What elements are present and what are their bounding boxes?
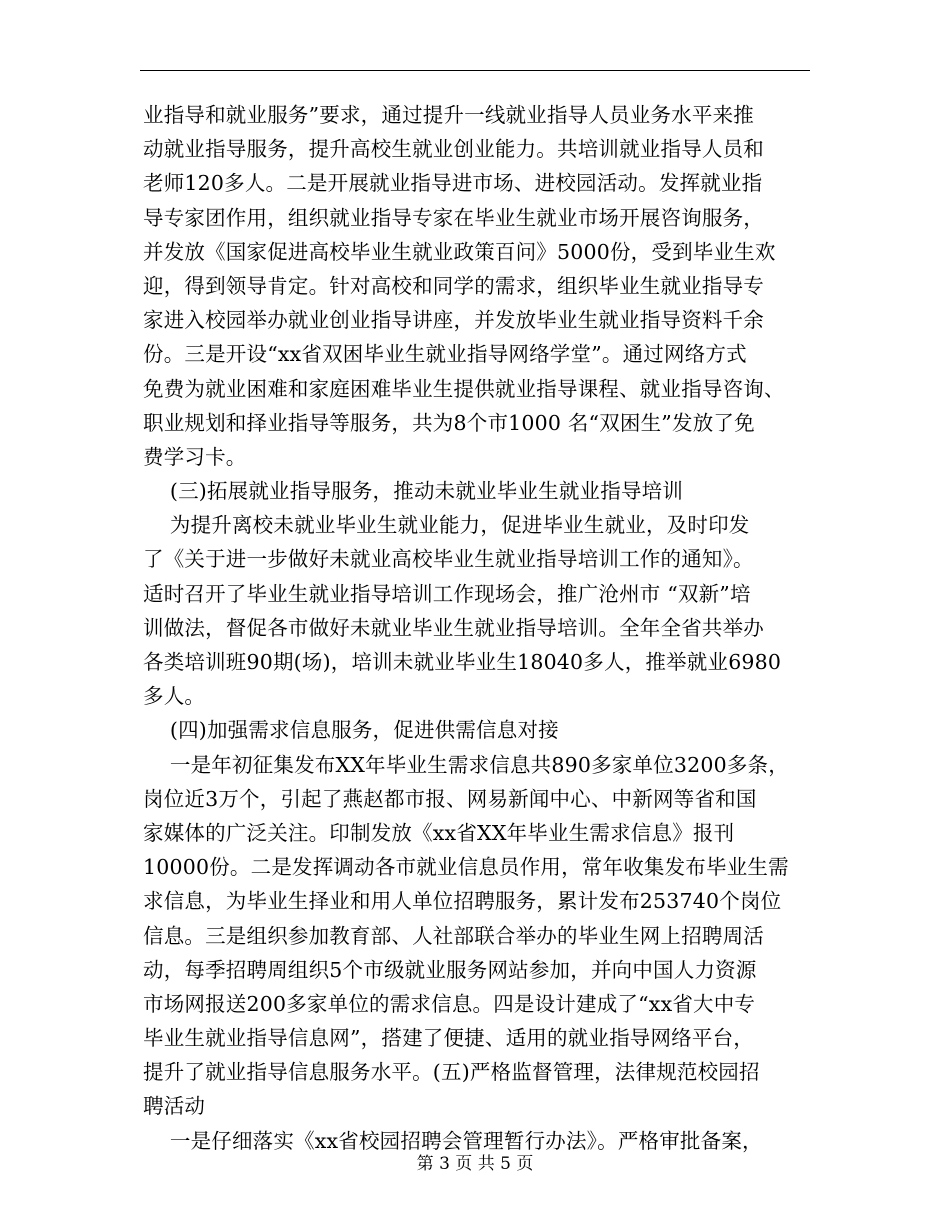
body-text [143, 98, 823, 1158]
header-rule [140, 70, 810, 71]
text-line: 业指导和就业服务”要求，通过提升一线就业指导人员业务水平来推 [143, 103, 754, 127]
text-line: 家进入校园举办就业创业指导讲座，并发放毕业生就业指导资料千余 [143, 308, 764, 333]
text-line: 聘活动 [143, 1094, 206, 1119]
section-heading-4: (四)加强需求信息服务，促进供需信息对接 [143, 718, 559, 743]
text-line: 导专家团作用，组织就业指导专家在毕业生就业市场开展咨询服务， [143, 205, 764, 230]
text-line: 职业规划和择业指导等服务，共为8个市1000 名“双困生”发放了免 [143, 410, 755, 435]
section-heading-3: (三)拓展就业指导服务，推动未就业毕业生就业指导培训 [143, 479, 684, 504]
text-line: 并发放《国家促进高校毕业生就业政策百问》5000份，受到毕业生欢 [143, 239, 776, 264]
text-line: 一是年初征集发布XX年毕业生需求信息共890多家单位3200多条， [143, 752, 789, 777]
text-line: 动就业指导服务，提升高校生就业创业能力。共培训就业指导人员和 [143, 137, 764, 162]
text-line: 老师120多人。二是开展就业指导进市场、进校园活动。发挥就业指 [143, 171, 763, 196]
text-line: 提升了就业指导信息服务水平。(五)严格监督管理，法律规范校园招 [143, 1060, 760, 1085]
text-line: 求信息，为毕业生择业和用人单位招聘服务，累计发布253740个岗位 [143, 889, 782, 914]
text-line: 一是仔细落实《xx省校园招聘会管理暂行办法》。严格审批备案， [143, 1128, 763, 1153]
text-line: 迎，得到领导肯定。针对高校和同学的需求，组织毕业生就业指导专 [143, 273, 764, 298]
text-line: 了《关于进一步做好未就业高校毕业生就业指导培训工作的通知》。 [143, 547, 754, 572]
text-line: 10000份。二是发挥调动各市就业信息员作用，常年收集发布毕业生需 [143, 855, 789, 880]
text-line: 多人。 [143, 684, 206, 709]
text-line: 费学习卡。 [143, 444, 247, 469]
text-line: 信息。三是组织参加教育部、人社部联合举办的毕业生网上招聘周活 [143, 923, 764, 948]
text-line: 市场网报送200多家单位的需求信息。四是设计建成了“xx省大中专 [143, 991, 756, 1016]
text-line: 份。三是开设“xx省双困毕业生就业指导网络学堂”。通过网络方式 [143, 342, 747, 367]
text-line: 毕业生就业指导信息网”，搭建了便捷、适用的就业指导网络平台， [143, 1026, 754, 1051]
text-line: 各类培训班90期(场)，培训未就业毕业生18040多人，推举就业6980 [143, 650, 782, 674]
text-line: 家媒体的广泛关注。印制发放《xx省XX年毕业生需求信息》报刊 [143, 820, 735, 845]
text-line: 免费为就业困难和家庭困难毕业生提供就业指导课程、就业指导咨询、 [143, 376, 785, 401]
text-line: 岗位近3万个，引起了燕赵都市报、网易新闻中心、中新网等省和国 [143, 786, 757, 811]
text-line: 动，每季招聘周组织5个市级就业服务网站参加，并向中国人力资源 [143, 957, 757, 982]
text-line: 训做法，督促各市做好未就业毕业生就业指导培训。全年全省共举办 [143, 615, 764, 640]
page-footer: 第 3 页 共 5 页 [416, 1154, 534, 1174]
text-line: 适时召开了毕业生就业指导培训工作现场会，推广沧州市 “双新”培 [143, 581, 751, 606]
text-line: 为提升离校未就业毕业生就业能力，促进毕业生就业，及时印发 [143, 513, 750, 538]
